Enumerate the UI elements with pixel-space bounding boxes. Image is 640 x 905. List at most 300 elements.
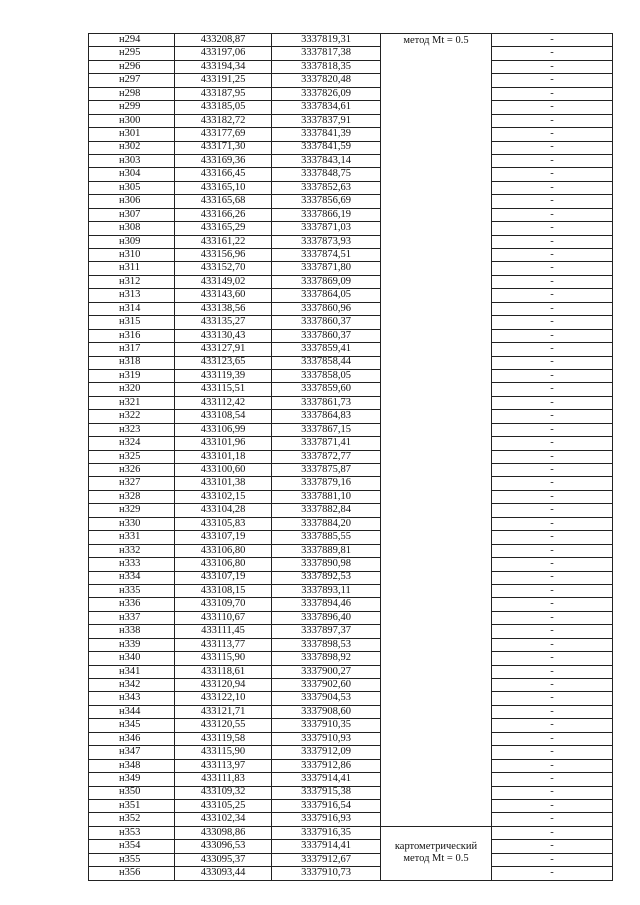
table-row [89,235,613,248]
table-row [89,625,613,638]
table-row [89,60,613,73]
y-coordinate-cell: 3337860,37 [272,329,381,342]
y-coordinate-cell: 3337872,77 [272,450,381,463]
description-cell: - [492,396,613,409]
table-row [89,289,613,302]
point-id-cell: н345 [89,719,175,732]
table-row [89,759,613,772]
y-coordinate-cell: 3337916,54 [272,799,381,812]
description-cell: - [492,679,613,692]
y-coordinate-cell: 3337900,27 [272,665,381,678]
description-cell: - [492,759,613,772]
point-id-cell: н302 [89,141,175,154]
x-coordinate-cell: 433106,80 [175,558,272,571]
x-coordinate-cell: 433108,54 [175,410,272,423]
y-coordinate-cell: 3337912,09 [272,746,381,759]
description-cell: - [492,195,613,208]
description-cell: - [492,786,613,799]
table-row [89,773,613,786]
description-cell: - [492,369,613,382]
table-row [89,168,613,181]
point-id-cell: н346 [89,732,175,745]
x-coordinate-cell: 433191,25 [175,74,272,87]
table-row [89,705,613,718]
x-coordinate-cell: 433104,28 [175,504,272,517]
description-cell: - [492,34,613,47]
x-coordinate-cell: 433101,38 [175,477,272,490]
table-row [89,732,613,745]
point-id-cell: н329 [89,504,175,517]
x-coordinate-cell: 433187,95 [175,87,272,100]
x-coordinate-cell: 433177,69 [175,128,272,141]
y-coordinate-cell: 3337908,60 [272,705,381,718]
y-coordinate-cell: 3337875,87 [272,464,381,477]
y-coordinate-cell: 3337890,98 [272,558,381,571]
x-coordinate-cell: 433185,05 [175,101,272,114]
x-coordinate-cell: 433111,45 [175,625,272,638]
description-cell: - [492,813,613,826]
x-coordinate-cell: 433121,71 [175,705,272,718]
y-coordinate-cell: 3337860,37 [272,316,381,329]
x-coordinate-cell: 433208,87 [175,34,272,47]
point-id-cell: н354 [89,840,175,853]
x-coordinate-cell: 433093,44 [175,867,272,880]
x-coordinate-cell: 433108,15 [175,584,272,597]
point-id-cell: н338 [89,625,175,638]
description-cell: - [492,544,613,557]
point-id-cell: н344 [89,705,175,718]
y-coordinate-cell: 3337914,41 [272,840,381,853]
description-cell: - [492,652,613,665]
y-coordinate-cell: 3337837,91 [272,114,381,127]
table-row [89,531,613,544]
x-coordinate-cell: 433135,27 [175,316,272,329]
x-coordinate-cell: 433113,97 [175,759,272,772]
y-coordinate-cell: 3337894,46 [272,598,381,611]
description-cell: - [492,611,613,624]
point-id-cell: н300 [89,114,175,127]
x-coordinate-cell: 433182,72 [175,114,272,127]
description-cell: - [492,128,613,141]
table-row [89,249,613,262]
table-row [89,87,613,100]
table-row [89,302,613,315]
x-coordinate-cell: 433130,43 [175,329,272,342]
point-id-cell: н347 [89,746,175,759]
table-row [89,558,613,571]
description-cell: - [492,853,613,866]
y-coordinate-cell: 3337869,09 [272,275,381,288]
table-row [89,101,613,114]
table-row [89,719,613,732]
y-coordinate-cell: 3337879,16 [272,477,381,490]
table-row [89,504,613,517]
table-row [89,611,613,624]
table-row [89,141,613,154]
y-coordinate-cell: 3337916,35 [272,826,381,839]
description-cell: - [492,450,613,463]
y-coordinate-cell: 3337871,80 [272,262,381,275]
table-row [89,826,613,839]
point-id-cell: н334 [89,571,175,584]
description-cell: - [492,383,613,396]
y-coordinate-cell: 3337910,35 [272,719,381,732]
table-row [89,571,613,584]
x-coordinate-cell: 433197,06 [175,47,272,60]
description-cell: - [492,410,613,423]
x-coordinate-cell: 433138,56 [175,302,272,315]
x-coordinate-cell: 433166,45 [175,168,272,181]
y-coordinate-cell: 3337874,51 [272,249,381,262]
coordinates-table-body [89,34,613,881]
table-row [89,195,613,208]
description-cell: - [492,154,613,167]
y-coordinate-cell: 3337843,14 [272,154,381,167]
point-id-cell: н349 [89,773,175,786]
description-cell: - [492,275,613,288]
table-row [89,692,613,705]
x-coordinate-cell: 433106,80 [175,544,272,557]
x-coordinate-cell: 433107,19 [175,531,272,544]
description-cell: - [492,114,613,127]
y-coordinate-cell: 3337818,35 [272,60,381,73]
description-cell: - [492,584,613,597]
point-id-cell: н306 [89,195,175,208]
description-cell: - [492,826,613,839]
y-coordinate-cell: 3337885,55 [272,531,381,544]
description-cell: - [492,181,613,194]
description-cell: - [492,464,613,477]
point-id-cell: н324 [89,437,175,450]
point-id-cell: н323 [89,423,175,436]
table-row [89,450,613,463]
y-coordinate-cell: 3337871,03 [272,222,381,235]
point-id-cell: н321 [89,396,175,409]
description-cell: - [492,101,613,114]
table-row [89,262,613,275]
description-cell: - [492,87,613,100]
table-row [89,396,613,409]
x-coordinate-cell: 433123,65 [175,356,272,369]
description-cell: - [492,598,613,611]
description-cell: - [492,867,613,880]
description-cell: - [492,208,613,221]
point-id-cell: н298 [89,87,175,100]
x-coordinate-cell: 433107,19 [175,571,272,584]
x-coordinate-cell: 433115,90 [175,652,272,665]
point-id-cell: н297 [89,74,175,87]
description-cell: - [492,746,613,759]
y-coordinate-cell: 3337912,67 [272,853,381,866]
point-id-cell: н327 [89,477,175,490]
point-id-cell: н332 [89,544,175,557]
description-cell: - [492,437,613,450]
table-row [89,369,613,382]
description-cell: - [492,235,613,248]
description-cell: - [492,222,613,235]
x-coordinate-cell: 433118,61 [175,665,272,678]
description-cell: - [492,74,613,87]
point-id-cell: н356 [89,867,175,880]
table-row [89,544,613,557]
x-coordinate-cell: 433156,96 [175,249,272,262]
point-id-cell: н331 [89,531,175,544]
point-id-cell: н312 [89,275,175,288]
description-cell: - [492,705,613,718]
table-row [89,34,613,47]
point-id-cell: н316 [89,329,175,342]
x-coordinate-cell: 433105,25 [175,799,272,812]
point-id-cell: н335 [89,584,175,597]
point-id-cell: н311 [89,262,175,275]
description-cell: - [492,504,613,517]
description-cell: - [492,262,613,275]
table-row [89,47,613,60]
table-row [89,329,613,342]
table-row [89,853,613,866]
y-coordinate-cell: 3337882,84 [272,504,381,517]
point-id-cell: н342 [89,679,175,692]
table-row [89,114,613,127]
y-coordinate-cell: 3337826,09 [272,87,381,100]
point-id-cell: н303 [89,154,175,167]
x-coordinate-cell: 433110,67 [175,611,272,624]
y-coordinate-cell: 3337910,93 [272,732,381,745]
table-row [89,477,613,490]
y-coordinate-cell: 3337892,53 [272,571,381,584]
description-cell: - [492,343,613,356]
point-id-cell: н318 [89,356,175,369]
description-cell: - [492,719,613,732]
description-cell: - [492,638,613,651]
description-cell: - [492,558,613,571]
point-id-cell: н319 [89,369,175,382]
y-coordinate-cell: 3337834,61 [272,101,381,114]
x-coordinate-cell: 433112,42 [175,396,272,409]
table-row [89,813,613,826]
y-coordinate-cell: 3337820,48 [272,74,381,87]
point-id-cell: н326 [89,464,175,477]
point-id-cell: н330 [89,517,175,530]
x-coordinate-cell: 433096,53 [175,840,272,853]
table-row [89,652,613,665]
y-coordinate-cell: 3337867,15 [272,423,381,436]
description-cell: - [492,329,613,342]
y-coordinate-cell: 3337852,63 [272,181,381,194]
point-id-cell: н301 [89,128,175,141]
description-cell: - [492,665,613,678]
table-row [89,840,613,853]
table-row [89,154,613,167]
x-coordinate-cell: 433166,26 [175,208,272,221]
x-coordinate-cell: 433115,51 [175,383,272,396]
description-cell: - [492,60,613,73]
description-cell: - [492,477,613,490]
point-id-cell: н341 [89,665,175,678]
x-coordinate-cell: 433100,60 [175,464,272,477]
y-coordinate-cell: 3337859,41 [272,343,381,356]
x-coordinate-cell: 433120,94 [175,679,272,692]
description-cell: - [492,289,613,302]
x-coordinate-cell: 433113,77 [175,638,272,651]
method-cell: метод Mt = 0.5 [381,34,492,827]
x-coordinate-cell: 433161,22 [175,235,272,248]
description-cell: - [492,168,613,181]
y-coordinate-cell: 3337866,19 [272,208,381,221]
y-coordinate-cell: 3337898,92 [272,652,381,665]
x-coordinate-cell: 433122,10 [175,692,272,705]
point-id-cell: н320 [89,383,175,396]
y-coordinate-cell: 3337898,53 [272,638,381,651]
point-id-cell: н294 [89,34,175,47]
table-row [89,437,613,450]
point-id-cell: н343 [89,692,175,705]
y-coordinate-cell: 3337848,75 [272,168,381,181]
y-coordinate-cell: 3337902,60 [272,679,381,692]
point-id-cell: н339 [89,638,175,651]
point-id-cell: н315 [89,316,175,329]
table-row [89,867,613,880]
y-coordinate-cell: 3337912,86 [272,759,381,772]
table-row [89,786,613,799]
table-row [89,799,613,812]
y-coordinate-cell: 3337897,37 [272,625,381,638]
point-id-cell: н325 [89,450,175,463]
x-coordinate-cell: 433171,30 [175,141,272,154]
y-coordinate-cell: 3337884,20 [272,517,381,530]
x-coordinate-cell: 433165,10 [175,181,272,194]
description-cell: - [492,47,613,60]
point-id-cell: н350 [89,786,175,799]
description-cell: - [492,423,613,436]
table-row [89,464,613,477]
table-row [89,410,613,423]
y-coordinate-cell: 3337915,38 [272,786,381,799]
y-coordinate-cell: 3337817,38 [272,47,381,60]
description-cell: - [492,732,613,745]
point-id-cell: н310 [89,249,175,262]
x-coordinate-cell: 433194,34 [175,60,272,73]
x-coordinate-cell: 433109,32 [175,786,272,799]
description-cell: - [492,517,613,530]
y-coordinate-cell: 3337893,11 [272,584,381,597]
y-coordinate-cell: 3337819,31 [272,34,381,47]
y-coordinate-cell: 3337864,05 [272,289,381,302]
table-row [89,181,613,194]
description-cell: - [492,141,613,154]
y-coordinate-cell: 3337860,96 [272,302,381,315]
coordinates-table [88,33,613,881]
point-id-cell: н314 [89,302,175,315]
x-coordinate-cell: 433119,39 [175,369,272,382]
point-id-cell: н352 [89,813,175,826]
table-row [89,316,613,329]
x-coordinate-cell: 433127,91 [175,343,272,356]
x-coordinate-cell: 433115,90 [175,746,272,759]
y-coordinate-cell: 3337873,93 [272,235,381,248]
point-id-cell: н304 [89,168,175,181]
point-id-cell: н317 [89,343,175,356]
table-row [89,222,613,235]
table-row [89,665,613,678]
method-cell: картометрический метод Mt = 0.5 [381,826,492,880]
point-id-cell: н336 [89,598,175,611]
table-row [89,356,613,369]
x-coordinate-cell: 433165,29 [175,222,272,235]
point-id-cell: н308 [89,222,175,235]
x-coordinate-cell: 433109,70 [175,598,272,611]
x-coordinate-cell: 433102,15 [175,490,272,503]
x-coordinate-cell: 433165,68 [175,195,272,208]
description-cell: - [492,490,613,503]
y-coordinate-cell: 3337861,73 [272,396,381,409]
y-coordinate-cell: 3337864,83 [272,410,381,423]
point-id-cell: н337 [89,611,175,624]
description-cell: - [492,799,613,812]
x-coordinate-cell: 433095,37 [175,853,272,866]
point-id-cell: н313 [89,289,175,302]
point-id-cell: н348 [89,759,175,772]
x-coordinate-cell: 433119,58 [175,732,272,745]
x-coordinate-cell: 433101,96 [175,437,272,450]
point-id-cell: н353 [89,826,175,839]
point-id-cell: н305 [89,181,175,194]
table-row [89,490,613,503]
y-coordinate-cell: 3337896,40 [272,611,381,624]
point-id-cell: н355 [89,853,175,866]
description-cell: - [492,302,613,315]
x-coordinate-cell: 433143,60 [175,289,272,302]
y-coordinate-cell: 3337856,69 [272,195,381,208]
y-coordinate-cell: 3337871,41 [272,437,381,450]
table-row [89,638,613,651]
table-row [89,584,613,597]
table-row [89,679,613,692]
point-id-cell: н296 [89,60,175,73]
point-id-cell: н333 [89,558,175,571]
point-id-cell: н307 [89,208,175,221]
x-coordinate-cell: 433120,55 [175,719,272,732]
y-coordinate-cell: 3337858,05 [272,369,381,382]
x-coordinate-cell: 433169,36 [175,154,272,167]
y-coordinate-cell: 3337889,81 [272,544,381,557]
description-cell: - [492,625,613,638]
y-coordinate-cell: 3337904,53 [272,692,381,705]
table-row [89,74,613,87]
table-row [89,598,613,611]
y-coordinate-cell: 3337916,93 [272,813,381,826]
table-row [89,746,613,759]
description-cell: - [492,531,613,544]
description-cell: - [492,356,613,369]
table-row [89,383,613,396]
x-coordinate-cell: 433105,83 [175,517,272,530]
point-id-cell: н295 [89,47,175,60]
description-cell: - [492,840,613,853]
table-row [89,517,613,530]
x-coordinate-cell: 433152,70 [175,262,272,275]
point-id-cell: н351 [89,799,175,812]
table-row [89,128,613,141]
x-coordinate-cell: 433106,99 [175,423,272,436]
y-coordinate-cell: 3337841,39 [272,128,381,141]
point-id-cell: н322 [89,410,175,423]
description-cell: - [492,316,613,329]
y-coordinate-cell: 3337841,59 [272,141,381,154]
y-coordinate-cell: 3337910,73 [272,867,381,880]
x-coordinate-cell: 433111,83 [175,773,272,786]
x-coordinate-cell: 433149,02 [175,275,272,288]
